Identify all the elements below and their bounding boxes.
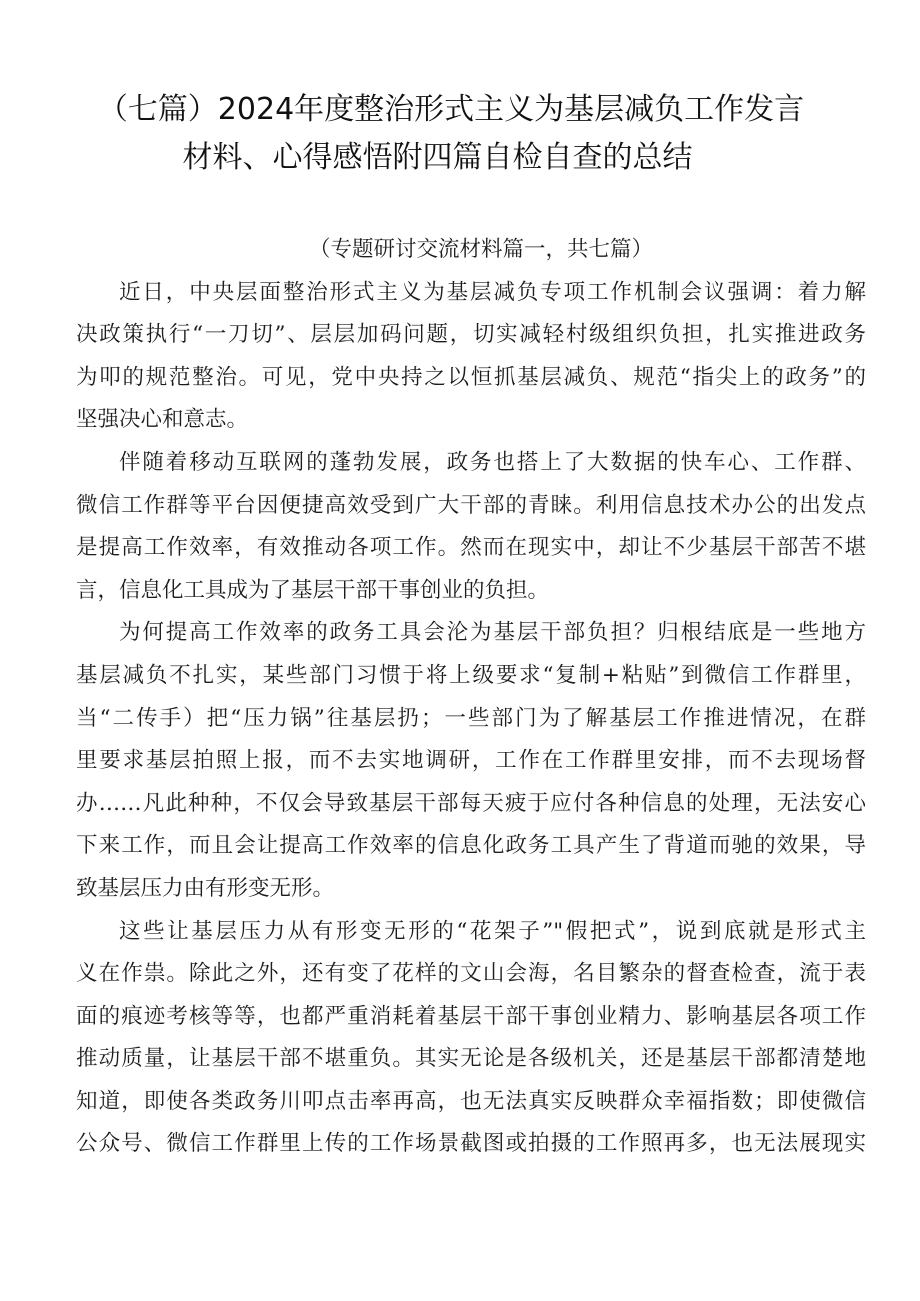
paragraph-line: 致基层压力由有形变无形。 [76,875,335,901]
paragraph-line: 为叩的规范整治。可见，党中央持之以恒抓基层减负、规范“指尖上的政务”的 [76,364,866,390]
paragraph-line: 近日，中央层面整治形式主义为基层减负专项工作机制会议强调：着力解 [119,279,866,305]
paragraph-line: 决政策执行“一刀切”、层层加码问题，切实减轻村级组织负担，扎实推进政务 [76,322,866,348]
paragraph-line: 这些让基层压力从有形变无形的“花架子”"假把式”，说到底就是形式主 [119,918,866,944]
paragraph-line: 办……凡此种种，不仅会导致基层干部每天疲于应付各种信息的处理，无法安心 [76,790,866,816]
paragraph-line: 坚强决心和意志。 [76,407,249,433]
document-title-line-2: 材料、心得感悟附四篇自检自查的总结 [182,140,693,175]
paragraph-line: 推动质量，让基层干部不堪重负。其实无论是各级机关，还是基层干部都清楚地 [76,1046,866,1072]
paragraph-line: 面的痕迹考核等等，也都严重消耗着基层干部干事创业精力、影响基层各项工作 [76,1003,866,1029]
document-body [76,229,866,1166]
paragraph-line: 当“二传手）把“压力锅”往基层扔；一些部门为了解基层工作推进情况，在群 [76,705,866,731]
paragraph-line: 里要求基层拍照上报，而不去实地调研，工作在工作群里安排，而不去现场督 [76,748,866,774]
paragraph-line: 基层减负不扎实，某些部门习惯于将上级要求“复制+粘贴”到微信工作群里， [76,662,866,688]
paragraph-line: 是提高工作效率，有效推动各项工作。然而在现实中，却让不少基层干部苦不堪 [76,535,866,561]
document-title [0,86,920,182]
paragraph-1 [76,272,866,442]
paragraph-4 [76,911,866,1167]
paragraph-line: 言，信息化工具成为了基层干部干事创业的负担。 [76,577,550,603]
paragraph-2 [76,442,866,612]
document-title-line-1: （七篇）2024年度整治形式主义为基层减负工作发言 [97,92,805,127]
paragraph-line: 为何提高工作效率的政务工具会沦为基层干部负担？归根结底是一些地方 [119,620,866,646]
paragraph-line: 伴随着移动互联网的蓬勃发展，政务也搭上了大数据的快车心、工作群、 [119,449,866,475]
paragraph-line: 微信工作群等平台因便捷高效受到广大干部的青睐。利用信息技术办公的出发点 [76,492,866,518]
document-subtitle: （专题研讨交流材料篇一，共七篇） [308,237,653,262]
paragraph-line: 义在作祟。除此之外，还有变了花样的文山会海，名目繁杂的督查检查，流于表 [76,961,866,987]
paragraph-line: 下来工作，而且会让提高工作效率的信息化政务工具产生了背道而驰的效果，导 [76,833,866,859]
paragraph-line: 公众号、微信工作群里上传的工作场景截图或拍摄的工作照再多，也无法展现实 [76,1131,866,1157]
paragraph-line: 知道，即使各类政务川叩点击率再高，也无法真实反映群众幸福指数；即使微信 [76,1088,866,1114]
paragraph-3 [76,612,866,910]
